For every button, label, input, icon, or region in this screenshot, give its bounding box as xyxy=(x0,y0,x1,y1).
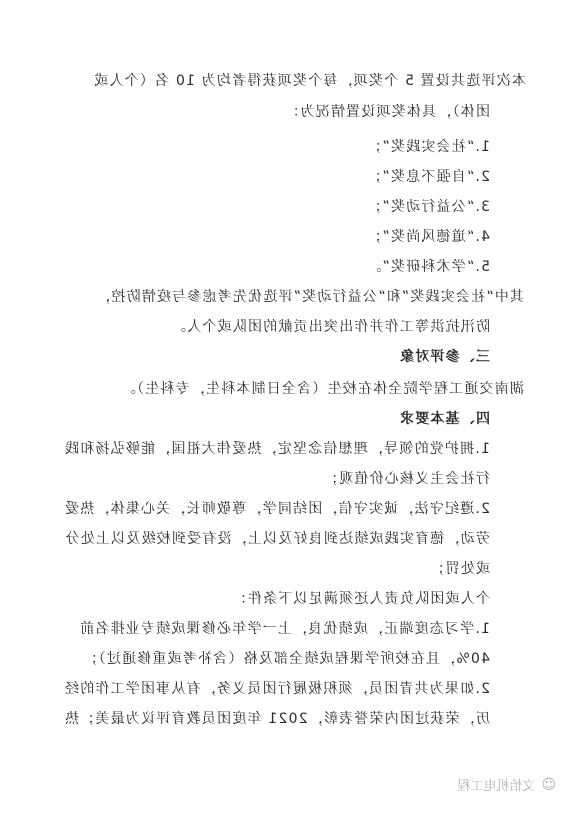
watermark xyxy=(457,775,556,794)
paragraph-line: 2.如果为共青团员，须积极履行团员义务，有从事团学工作的经 xyxy=(63,681,490,697)
paragraph-line: 历，荣获过团内荣誉表彰，2021 年度团员教育评议为最美；热 xyxy=(63,711,490,727)
list-item: 3.“公益行动奖”； xyxy=(366,199,490,215)
paragraph-line: 劳动，德育实践成绩达到良好及以上，没有受到校级及以上处分 xyxy=(64,531,490,547)
paragraph-line: 本次评选共设置 5 个奖项，每个奖项获得者均为 10 名（个人或 xyxy=(93,73,526,89)
paragraph-line: 1.拥护党的领导，理想信念坚定，热爱伟大祖国，能够弘扬和践 xyxy=(63,441,490,457)
paragraph-line: 40%，且在校所学课程成绩全部及格（含补考或重修通过）； xyxy=(82,651,490,667)
section-heading: 三、参评对象 xyxy=(398,349,490,365)
list-item: 2.“自强不息奖”； xyxy=(366,169,490,185)
paragraph-line: 湖南交通工程学院全体在校生（含全日制本科生，专科生）。 xyxy=(120,381,524,397)
paragraph-line: 2.遵纪守法，诚实守信，团结同学，尊敬师长，关心集体，热爱 xyxy=(63,501,490,517)
list-item: 1.“社会实践奖”； xyxy=(366,139,490,155)
paragraph-line: 团体），具体奖项设置情况为： xyxy=(284,104,490,120)
list-item: 4.“道德风尚奖”； xyxy=(366,229,490,245)
wechat-icon: ☺ xyxy=(541,776,556,793)
watermark-text: 文怡机电工程 xyxy=(457,779,536,794)
paragraph-line: 1.学习态度端正，成绩优良，上一学年必修课成绩专业排名前 xyxy=(79,621,490,637)
paragraph-line: 其中“社会实践奖”和“公益行动奖”评选优先考虑参与疫情防控， xyxy=(94,289,524,305)
section-heading: 四、基本要求 xyxy=(398,411,490,427)
paragraph-line: 防汛抗洪等工作并作出突出贡献的团队或个人。 xyxy=(170,319,490,335)
paragraph-line: 行社会主义核心价值观； xyxy=(322,471,490,487)
paragraph-line: 个人或团队负责人还须满足以下条件： xyxy=(231,591,490,607)
paragraph-line: 或处罚； xyxy=(429,561,490,577)
list-item: 5.“学术科研奖”。 xyxy=(366,259,490,275)
